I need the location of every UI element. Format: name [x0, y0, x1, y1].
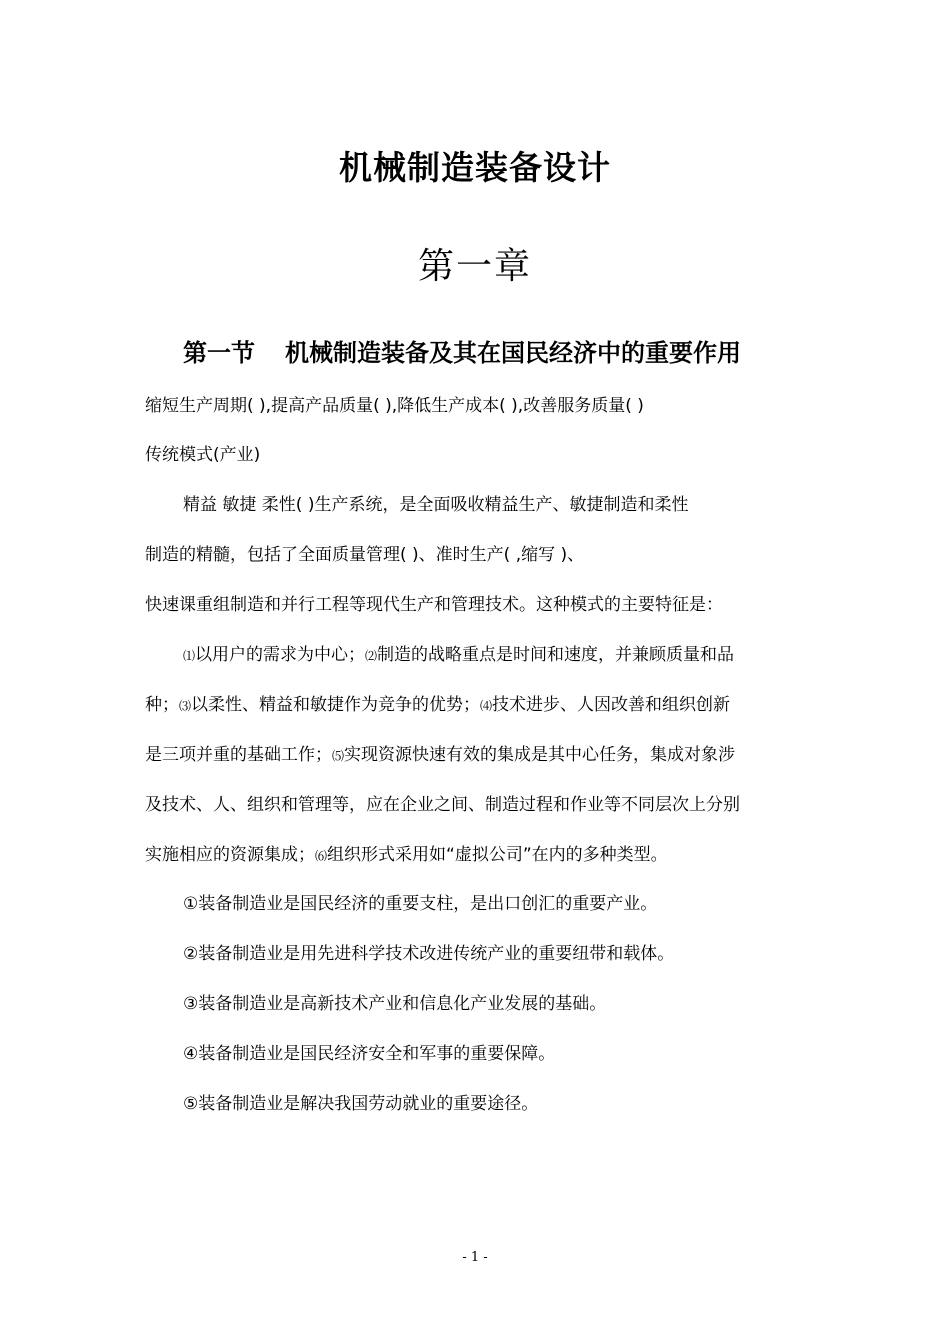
section-number: 第一节: [183, 339, 255, 367]
body-line-10: [145, 844, 668, 867]
list-item-2: ②装备制造业是用先进科学技术改进传统产业的重要纽带和载体。: [183, 944, 675, 964]
body-line-2: 传统模式(产业): [145, 445, 261, 465]
section-heading: [183, 333, 741, 368]
body-line-1: 缩短生产周期( ),提高产品质量( ),降低生产成本( ),改善服务质量( ): [145, 396, 644, 416]
line-text: 以用户的需求为中心；: [195, 645, 366, 665]
line-text: 制造的战略重点是时间和速度，并兼顾质量和品: [377, 645, 735, 665]
list-item-4: ④装备制造业是国民经济安全和军事的重要保障。: [183, 1044, 556, 1064]
body-line-3: 精益 敏捷 柔性( )生产系统，是全面吸收精益生产、敏捷制造和柔性: [183, 495, 689, 515]
body-line-6: [183, 644, 734, 667]
page-number: - 1 -: [462, 1250, 488, 1265]
chapter-heading: 第一章: [417, 246, 532, 287]
list-item-3: ③装备制造业是高新技术产业和信息化产业发展的基础。: [183, 994, 607, 1014]
line-text: 组织形式采用如“虚拟公司”在内的多种类型。: [327, 845, 668, 865]
list-item-1: ①装备制造业是国民经济的重要支柱，是出口创汇的重要产业。: [183, 894, 658, 914]
list-marker: ⑹: [315, 849, 328, 863]
list-item-5: ⑤装备制造业是解决我国劳动就业的重要途径。: [183, 1094, 539, 1114]
section-title: 机械制造装备及其在国民经济中的重要作用: [285, 339, 741, 367]
body-line-9: 及技术、人、组织和管理等，应在企业之间、制造过程和作业等不同层次上分别: [145, 795, 740, 815]
body-line-7: [145, 694, 730, 717]
list-marker: ⑵: [365, 649, 378, 663]
list-marker: ⑴: [183, 649, 196, 663]
document-title: 机械制造装备设计: [339, 148, 611, 187]
line-text: 以柔性、精益和敏捷作为竞争的优势；: [191, 695, 481, 715]
list-marker: ⑶: [179, 699, 192, 713]
line-text: 是三项并重的基础工作；: [145, 745, 332, 765]
list-marker: ⑸: [332, 749, 345, 763]
body-line-4: 制造的精髓，包括了全面质量管理( )、准时生产( ,缩写 )、: [145, 545, 585, 565]
line-text: 实现资源快速有效的集成是其中心任务，集成对象涉: [344, 745, 736, 765]
list-marker: ⑷: [480, 699, 493, 713]
body-line-8: [145, 744, 735, 767]
line-text: 种；: [145, 695, 179, 715]
body-line-5: 快速课重组制造和并行工程等现代生产和管理技术。这种模式的主要特征是：: [145, 595, 723, 615]
line-text: 实施相应的资源集成；: [145, 845, 315, 865]
line-text: 技术进步、人因改善和组织创新: [492, 695, 731, 715]
